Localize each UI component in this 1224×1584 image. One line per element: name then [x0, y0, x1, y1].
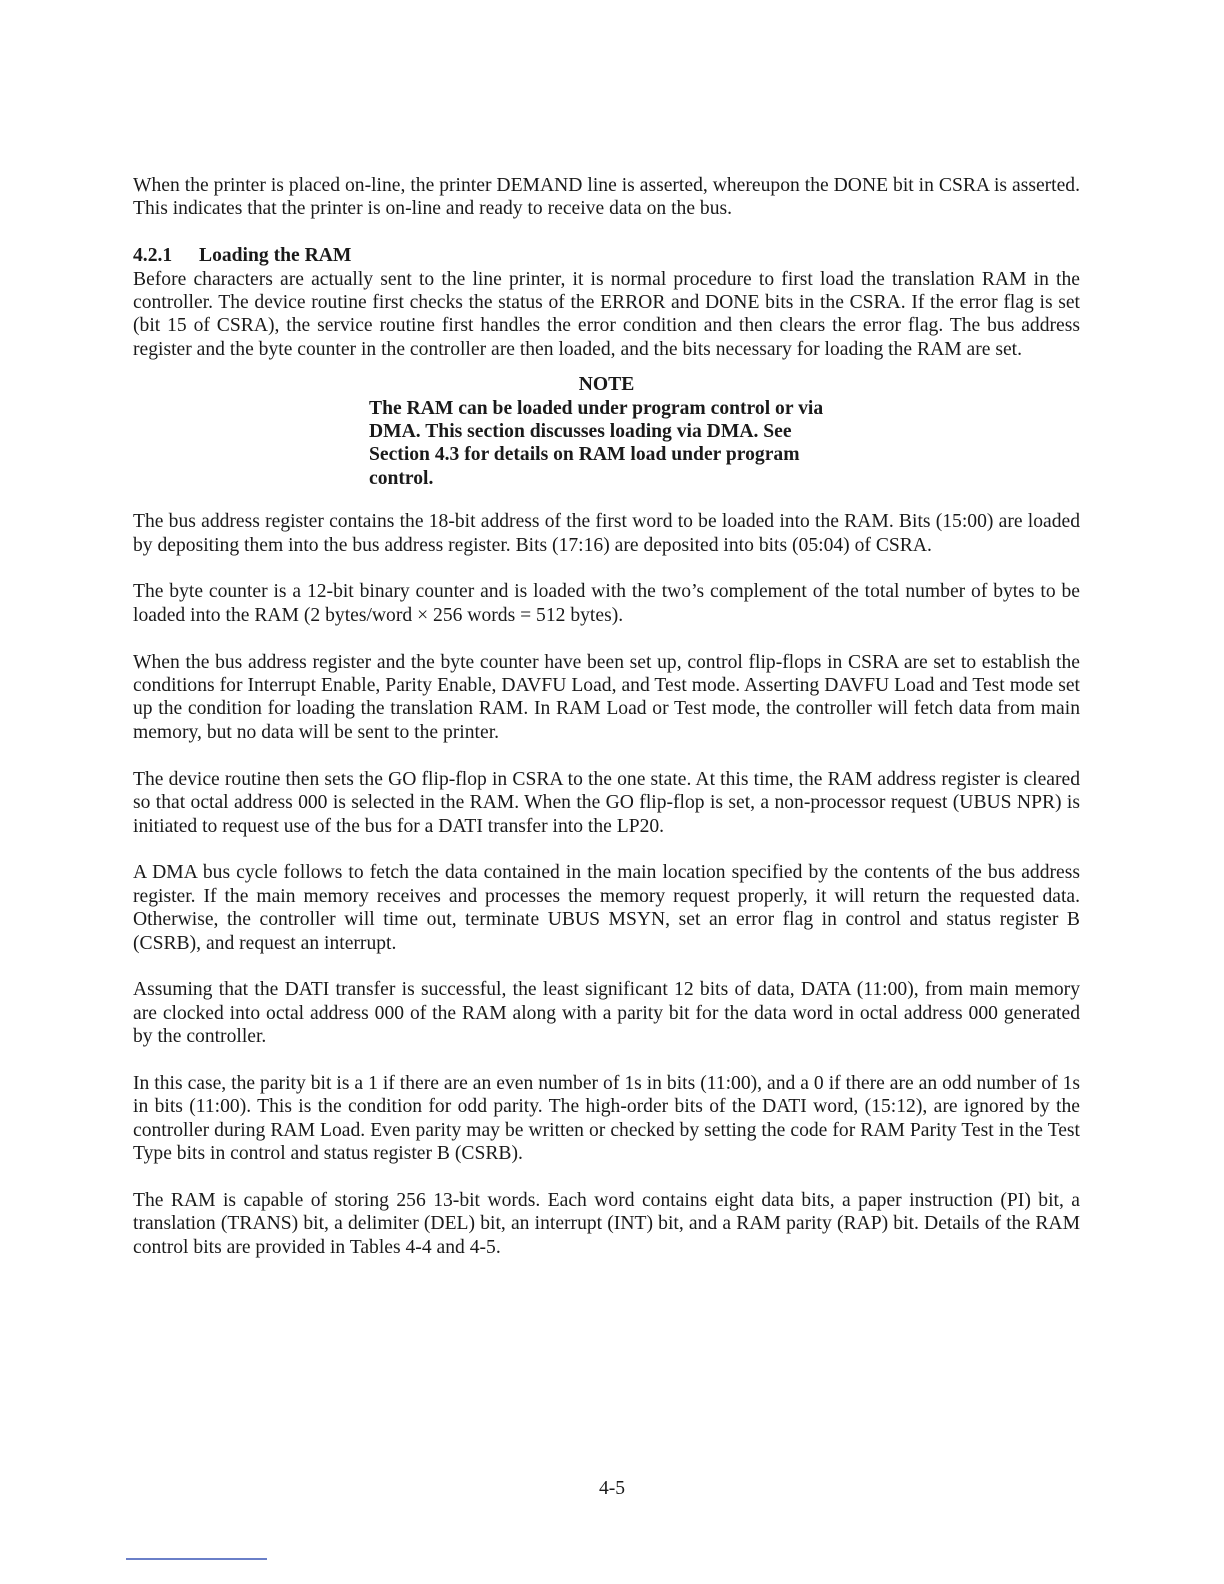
- page-number: 4-5: [598, 1478, 626, 1499]
- paragraph-control-flipflops: When the bus address register and the byte counter have been set up, control flip-flops in CSRA are set to establish the conditions for Interrupt Enable, Parity Enable, DAVFU Load, and Test mode. Asserting DAVFU Load and Test mode set up the condition for loading the translation RAM. In RAM Load or Test mode, the controller will fetch data from main memory, but no data will be sent to the printer.: [133, 651, 1080, 743]
- section-number: 4.2.1: [133, 245, 173, 267]
- paragraph-loading-intro: Before characters are actually sent to the line printer, it is normal procedure to first load the translation RAM in the controller. The device routine first checks the status of the ERROR and DONE bits in the CSRA. If the error flag is set (bit 15 of CSRA), the service routine first handles the error condition and then clears the error flag. The bus address register and the byte counter in the controller are then loaded, and the bits necessary for loading the RAM are set.: [133, 268, 1080, 360]
- paragraph-dati-success: Assuming that the DATI transfer is successful, the least significant 12 bits of data, DATA (11:00), from main memory are clocked into octal address 000 of the RAM along with a parity bit for the data word in octal address 000 generated by the controller.: [133, 979, 1080, 1048]
- paragraph-dma-cycle: A DMA bus cycle follows to fetch the data contained in the main location specified by the contents of the bus address register. If the main memory receives and processes the memory request properly, it will return the requested data. Otherwise, the controller will time out, terminate UBUS MSYN, set an error flag in control and status register B (CSRB), and request an interrupt.: [133, 862, 1080, 954]
- note-title: NOTE: [578, 374, 635, 396]
- note-text: The RAM can be loaded under program control or via DMA. This section discusses loading via DMA. See Section 4.3 for details on RAM load under program control.: [369, 397, 824, 489]
- document-body: [133, 174, 1080, 1259]
- paragraph-parity: In this case, the parity bit is a 1 if there are an even number of 1s in bits (11:00), and a 0 if there are an odd number of 1s in bits (11:00). This is the condition for odd parity. The high-order bits of the DATI word, (15:12), are ignored by the controller during RAM Load. Even parity may be written or checked by setting the code for RAM Parity Test in the Test Type bits in control and status register B (CSRB).: [133, 1072, 1080, 1165]
- section-heading: [133, 244, 1080, 267]
- paragraph-byte-counter: The byte counter is a 12-bit binary counter and is loaded with the two’s complement of the total number of bytes to be loaded into the RAM (2 bytes/word × 256 words = 512 bytes).: [133, 581, 1080, 626]
- paragraph-ram-capacity: The RAM is capable of storing 256 13-bit words. Each word contains eight data bits, a paper instruction (PI) bit, a translation (TRANS) bit, a delimiter (DEL) bit, an interrupt (INT) bit, and a RAM parity (RAP) bit. Details of the RAM control bits are provided in Tables 4-4 and 4-5.: [133, 1189, 1080, 1258]
- paragraph-bus-address: The bus address register contains the 18-bit address of the first word to be loaded into the RAM. Bits (15:00) are loaded by depositing them into the bus address register. Bits (17:16) are deposited into bits (05:04) of CSRA.: [133, 511, 1080, 556]
- paragraph-online-demand: When the printer is placed on-line, the printer DEMAND line is asserted, whereupon the DONE bit in CSRA is asserted. This indicates that the printer is on-line and ready to receive data on the bus.: [133, 175, 1080, 220]
- note-box: [369, 397, 844, 491]
- section-title: Loading the RAM: [199, 245, 352, 267]
- paragraph-go-flipflop: The device routine then sets the GO flip-flop in CSRA to the one state. At this time, the RAM address register is cleared so that octal address 000 is selected in the RAM. When the GO flip-flop is set, a non-processor request (UBUS NPR) is initiated to request use of the bus for a DATI transfer into the LP20.: [133, 768, 1080, 837]
- footer-rule: [126, 1558, 267, 1560]
